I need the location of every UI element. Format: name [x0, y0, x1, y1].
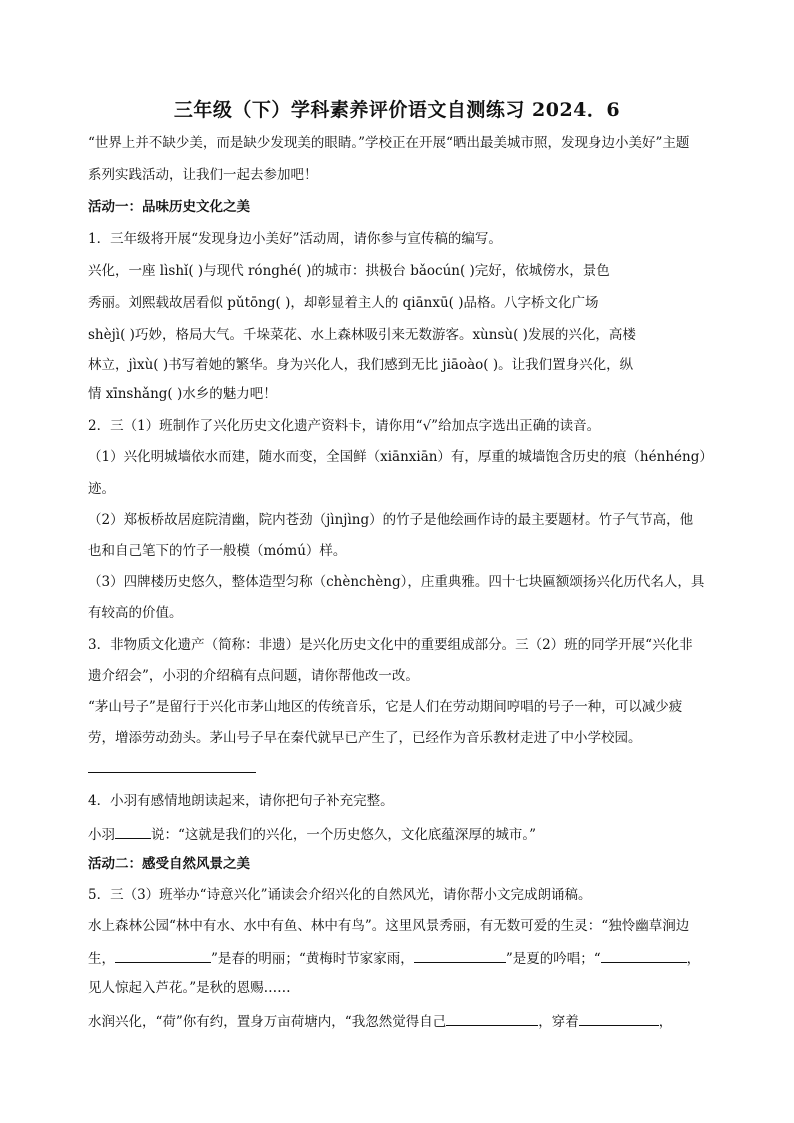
- section-1-heading: 活动一：品味历史文化之美: [88, 199, 250, 215]
- fill-blank[interactable]: [414, 948, 506, 963]
- fill-blank[interactable]: [446, 1011, 538, 1026]
- question-1-prompt: 1．三年级将开展“发现身边小美好”活动周，请你参与宣传稿的编写。: [88, 231, 502, 247]
- fill-blank[interactable]: [579, 1011, 659, 1026]
- fill-blank[interactable]: [601, 948, 687, 963]
- question-3-text-line-2: 劳，增添劳动劲头。茅山号子早在秦代就早已产生了，已经作为音乐教材走进了中小学校园。: [88, 730, 642, 746]
- question-1-line-5: 情 xīnshǎng( )水乡的魅力吧！: [88, 386, 277, 402]
- section-2-heading: 活动二：感受自然风景之美: [88, 856, 250, 872]
- question-5-line-1: 水上森林公园“林中有水、水中有鱼、林中有鸟”。这里风景秀丽，有无数可爱的生灵：“独怜幽草涧边: [88, 918, 690, 934]
- page-title: 三年级（下）学科素养评价语文自测练习 2024．6: [173, 99, 621, 121]
- question-2-item-3-line-2: 有较高的价值。: [88, 605, 183, 621]
- question-5-line-4-part-1: 水润兴化，“荷”你有约，置身万亩荷塘内，“我忽然觉得自己: [88, 1014, 447, 1030]
- fill-blank[interactable]: [115, 824, 151, 839]
- question-2-item-1-line-2: 迹。: [88, 481, 115, 497]
- question-3-prompt-line-1: 3．非物质文化遗产（简称：非遗）是兴化历史文化中的重要组成部分。三（2）班的同学开展“兴化非: [88, 637, 693, 653]
- question-4-sentence: [88, 824, 713, 844]
- question-5-line-4-part-3: ，: [658, 1014, 673, 1030]
- question-2-item-1-line-1: （1）兴化明城墙依水而建，随水而变，全国鲜（xiānxiān）有，厚重的城墙饱含历史的痕（hénhéng）: [88, 449, 713, 465]
- question-5-line-2-part-1: 生，: [88, 951, 115, 967]
- intro-line-1: “世界上并不缺少美，而是缺少发现美的眼睛。”学校正在开展“晒出最美城市照，发现身边小美好”主题: [88, 135, 690, 151]
- question-5-line-2-part-3: ”是夏的吟唱；“: [505, 951, 601, 967]
- question-5-line-3: 见人惊起入芦花。”是秋的恩赐……: [88, 980, 291, 996]
- answer-line[interactable]: [88, 772, 256, 773]
- question-5-line-2-part-4: ，: [686, 951, 701, 967]
- question-3-text-line-1: “茅山号子”是留行于兴化市茅山地区的传统音乐，它是人们在劳动期间哼唱的号子一种，可以减少疲: [88, 699, 683, 715]
- question-1-line-4: 林立，jìxù( )书写着她的繁华。身为兴化人，我们感到无比 jiāoào( )。让我们置身兴化，纵: [88, 357, 634, 373]
- question-2-prompt: 2．三（1）班制作了兴化历史文化遗产资料卡，请你用“√”给加点字选出正确的读音。: [88, 418, 601, 434]
- question-1-line-3: shèjì( )巧妙，格局大气。千垛菜花、水上森林吸引来无数游客。xùnsù( )发展的兴化，高楼: [88, 327, 636, 343]
- question-3-prompt-line-2: 遗介绍会”，小羽的介绍稿有点问题，请你帮他改一改。: [88, 668, 419, 684]
- question-1-line-2: 秀丽。刘熙载故居看似 pǔtōng( )，却彰显着主人的 qiānxū( )品格。八字桥文化广场: [88, 295, 599, 311]
- question-5-prompt: 5．三（3）班举办“诗意兴化”诵读会介绍兴化的自然风光，请你帮小文完成朗诵稿。: [88, 887, 592, 903]
- question-2-item-3-line-1: （3）四牌楼历史悠久，整体造型匀称（chènchèng），庄重典雅。四十七块匾额颂扬兴化历代名人，具: [88, 574, 705, 590]
- fill-blank[interactable]: [115, 948, 211, 963]
- question-5-line-2: [88, 948, 713, 968]
- question-2-item-2-line-1: （2）郑板桥故居庭院清幽，院内苍劲（jìnjìng）的竹子是他绘画作诗的最主要题材。竹子气节高，他: [88, 512, 694, 528]
- question-4-sentence-end: 说：“这就是我们的兴化，一个历史悠久，文化底蕴深厚的城市。”: [151, 827, 537, 843]
- question-5-line-4: [88, 1011, 713, 1031]
- question-5-line-4-part-2: ，穿着: [538, 1014, 579, 1030]
- question-2-item-2-line-2: 也和自己笔下的竹子一般模（mómú）样。: [88, 543, 347, 559]
- question-4-prompt: 4．小羽有感情地朗读起来，请你把句子补充完整。: [88, 793, 394, 809]
- intro-line-2: 系列实践活动，让我们一起去参加吧！: [88, 167, 318, 183]
- question-5-line-2-part-2: ”是春的明丽；“黄梅时节家家雨，: [211, 951, 414, 967]
- question-1-line-1: 兴化，一座 lìshǐ( )与现代 rónghé( )的城市：拱极台 bǎocún( )完好，依城傍水，景色: [88, 263, 610, 279]
- question-4-sentence-start: 小羽: [88, 827, 115, 843]
